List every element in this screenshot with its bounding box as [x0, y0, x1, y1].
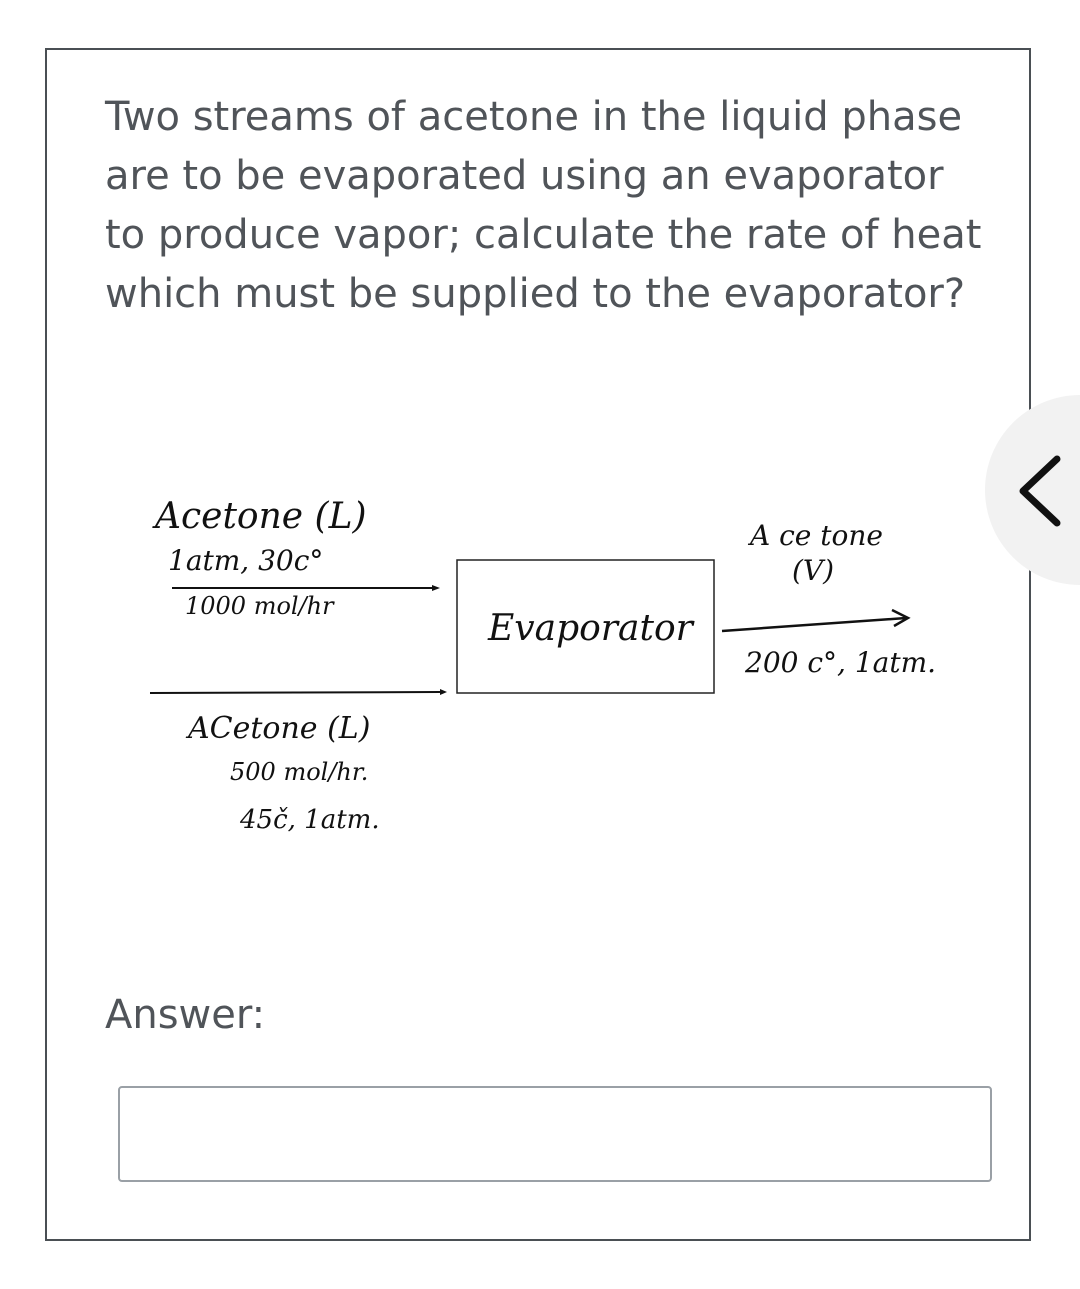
- chevron-left-icon: [1015, 453, 1065, 529]
- stream2-conditions: 45č, 1atm.: [240, 805, 380, 835]
- stream1-name: Acetone (L): [155, 496, 367, 537]
- answer-input[interactable]: [118, 1086, 992, 1182]
- stream1-conditions: 1atm, 30c°: [168, 544, 324, 577]
- stream2-flow: 500 mol/hr.: [230, 758, 369, 786]
- stream2-name: ACetone (L): [188, 711, 371, 746]
- product-name: A ce tone: [750, 519, 883, 552]
- stream2-arrow: [150, 692, 440, 693]
- stream2-arrowhead: [440, 689, 447, 695]
- stream1-arrowhead: [432, 585, 440, 591]
- stream1-flow: 1000 mol/hr: [185, 592, 334, 620]
- question-text: Two streams of acetone in the liquid phase are to be evaporated using an evaporator to produce vapor; calculate the rate of heat which must be supplied to the evaporator?: [105, 94, 982, 317]
- answer-label: Answer:: [105, 992, 266, 1038]
- product-conditions: 200 c°, 1atm.: [745, 646, 937, 679]
- evaporator-label: Evaporator: [488, 608, 693, 649]
- product-phase: (V): [792, 554, 835, 587]
- product-arrow: [722, 618, 906, 631]
